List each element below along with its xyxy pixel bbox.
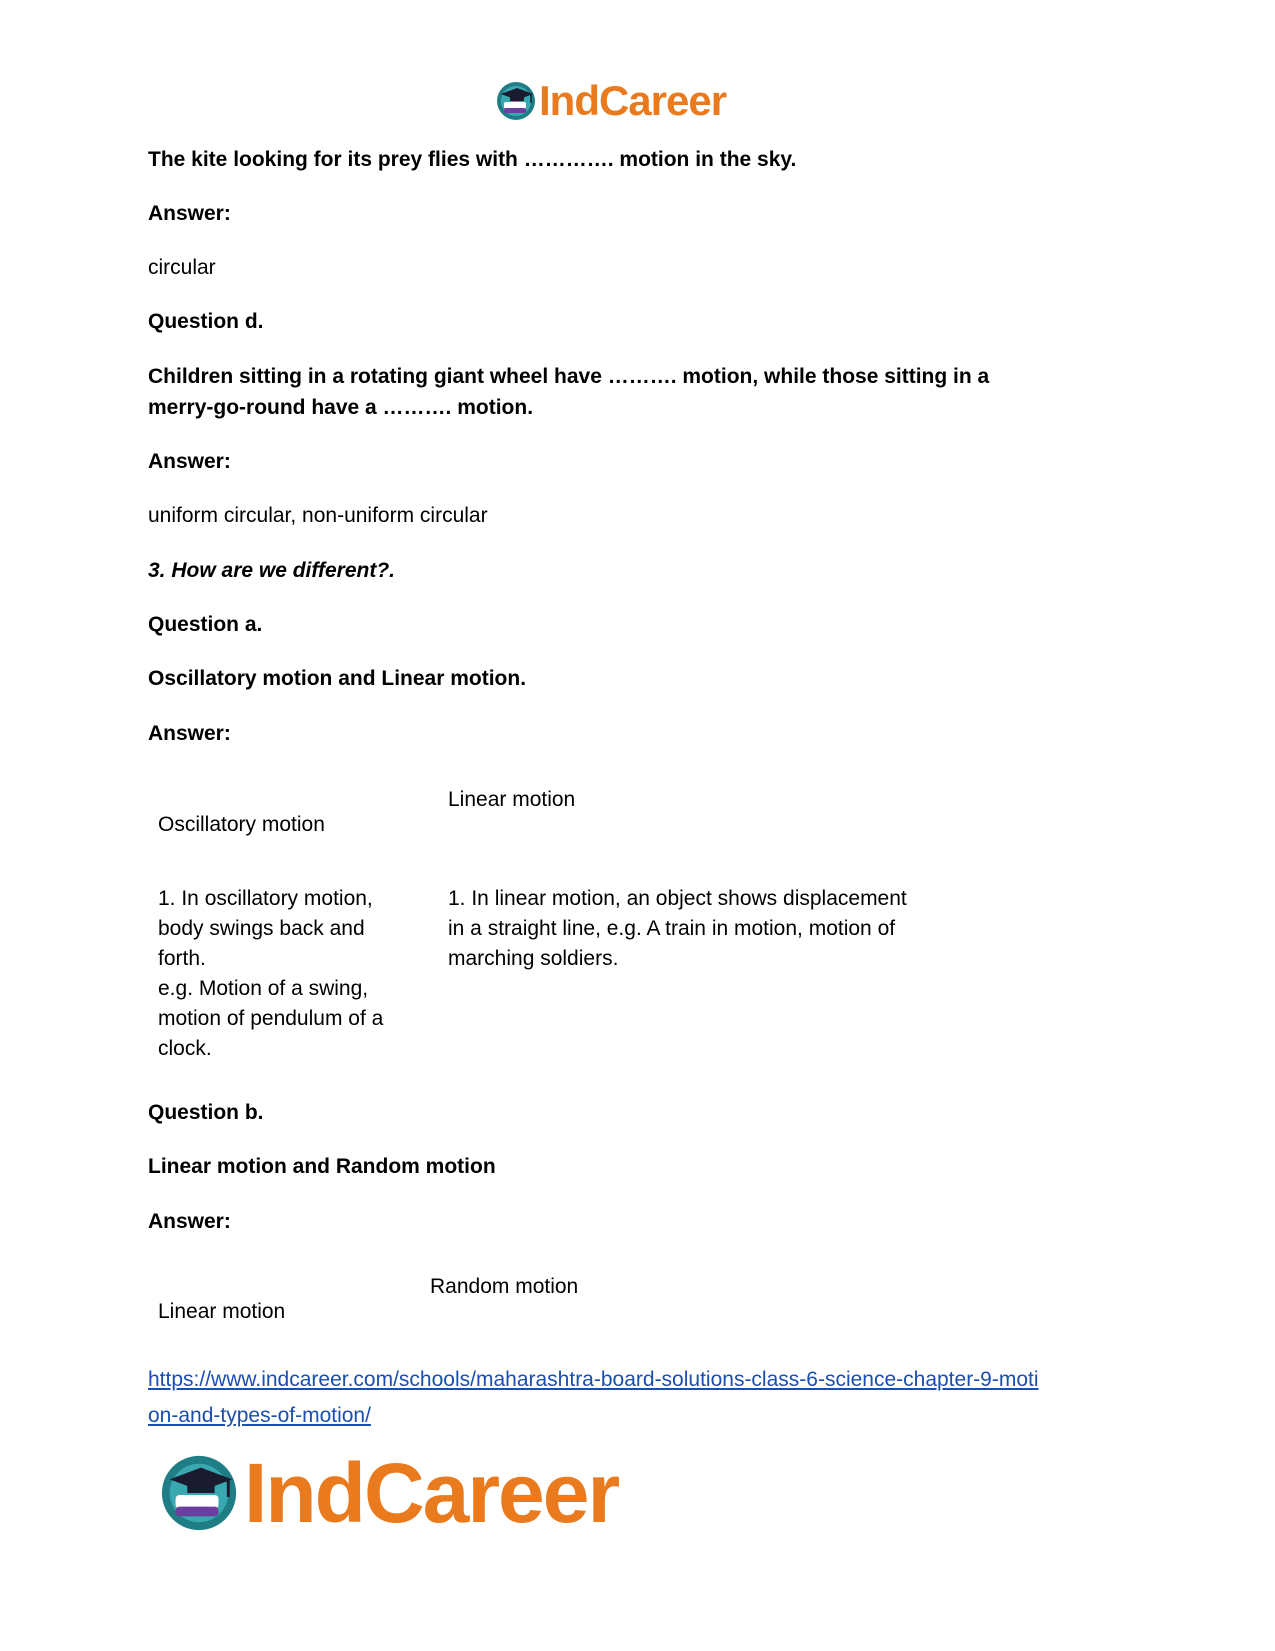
section-title: 3. How are we different?. — [148, 559, 396, 582]
table-a-cell-line: in a straight line, e.g. A train in motion, motion of — [448, 917, 896, 940]
table-a-cell-line: clock. — [158, 1037, 212, 1060]
answer-text: circular — [148, 256, 216, 279]
question-b-text: Linear motion and Random motion — [148, 1155, 496, 1178]
answer-label: Answer: — [148, 722, 231, 745]
header-logo — [495, 78, 726, 124]
footer-url-line1: https://www.indcareer.com/schools/maharashtra-board-solutions-class-6-science-chapter-9-moti — [148, 1368, 1039, 1391]
table-a-cell-oscillatory — [158, 884, 428, 1064]
question-a-text: Oscillatory motion and Linear motion. — [148, 667, 527, 690]
table-a-header-linear: Linear motion — [448, 788, 576, 811]
footer-url-line2: on-and-types-of-motion/ — [148, 1404, 371, 1427]
footer-logo-text: IndCareer — [244, 1446, 619, 1540]
answer-label: Answer: — [148, 450, 231, 473]
footer-url-link[interactable] — [148, 1362, 1128, 1434]
table-a-header-oscillatory: Oscillatory motion — [158, 813, 325, 836]
question-b-label: Question b. — [148, 1101, 264, 1124]
table-a-cell-line: marching soldiers. — [448, 947, 619, 970]
table-a-cell-line: 1. In linear motion, an object shows displacement — [448, 887, 907, 910]
question-d-label: Question d. — [148, 310, 264, 333]
table-a-cell-line: forth. — [158, 947, 206, 970]
table-b-header-random: Random motion — [430, 1275, 579, 1298]
question-d-text-line2: merry-go-round have a ………. motion. — [148, 396, 534, 419]
table-a-cell-line: 1. In oscillatory motion, — [158, 887, 373, 910]
header-logo-text: IndCareer — [539, 77, 727, 124]
table-a-cell-line: body swings back and — [158, 917, 365, 940]
graduation-cap-book-icon — [495, 80, 537, 122]
footer-logo — [158, 1448, 618, 1538]
question-a-label: Question a. — [148, 613, 263, 636]
question-d-text-line1: Children sitting in a rotating giant wheel have ………. motion, while those sitting in a — [148, 365, 990, 388]
answer-text: uniform circular, non-uniform circular — [148, 504, 488, 527]
table-a-cell-line: motion of pendulum of a — [158, 1007, 384, 1030]
table-a-cell-line: e.g. Motion of a swing, — [158, 977, 369, 1000]
question-c-text: The kite looking for its prey flies with …………. motion in the sky. — [148, 148, 797, 171]
answer-label: Answer: — [148, 202, 231, 225]
answer-label: Answer: — [148, 1210, 231, 1233]
table-a-cell-linear — [448, 884, 1008, 974]
graduation-cap-book-icon — [158, 1452, 240, 1534]
table-b-header-linear: Linear motion — [158, 1300, 286, 1323]
